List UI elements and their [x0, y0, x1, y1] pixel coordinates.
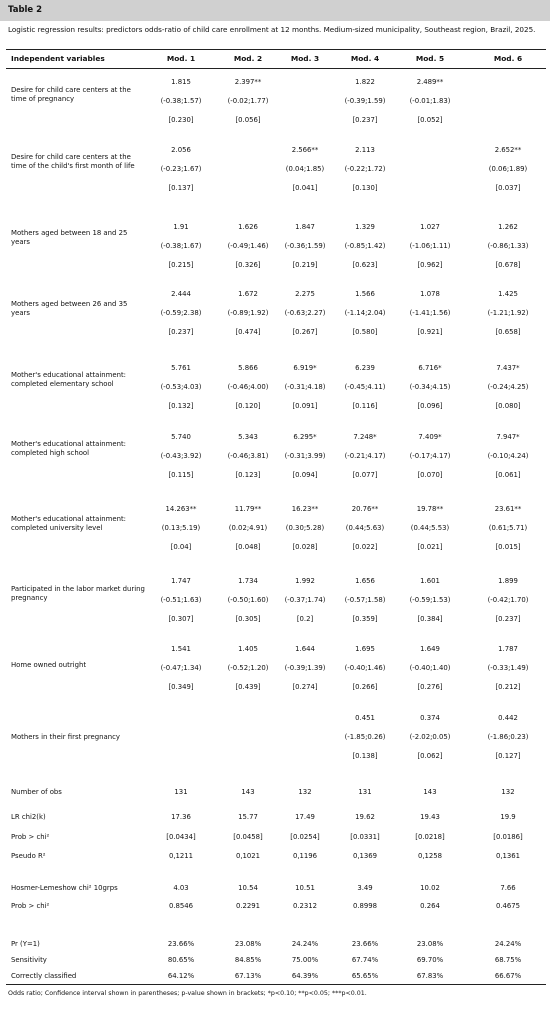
- stat-label: Sensitivity: [11, 956, 47, 964]
- odds-ratio-value: 5.740: [171, 433, 191, 441]
- stat-value: 66.67%: [494, 972, 522, 980]
- p-value: [0.349]: [168, 683, 194, 691]
- stat-value: 23.66%: [167, 940, 195, 948]
- confidence-interval: (-0.85;1.42): [344, 242, 386, 250]
- odds-ratio-value: 1.405: [238, 645, 258, 653]
- stat-value: 143: [423, 788, 437, 796]
- stat-value: 0.8998: [352, 902, 378, 910]
- stat-value: 19.9: [500, 813, 516, 821]
- stat-label: LR chi2(k): [11, 813, 46, 821]
- confidence-interval: (-0.31;4.18): [284, 383, 326, 391]
- stat-value: [0.0254]: [290, 833, 320, 841]
- stat-value: 0.2312: [292, 902, 318, 910]
- variable-label: Mother's educational attainment: completed university level: [11, 515, 126, 532]
- confidence-interval: (-0.33;1.49): [487, 664, 529, 672]
- confidence-interval: (-0.39;1.59): [344, 97, 386, 105]
- odds-ratio-value: 19.78**: [416, 505, 444, 513]
- stat-value: 23.66%: [351, 940, 379, 948]
- odds-ratio-value: 5.761: [171, 364, 191, 372]
- confidence-interval: (0.13;5.19): [161, 524, 201, 532]
- stat-value: 143: [241, 788, 255, 796]
- p-value: [0.015]: [495, 543, 521, 551]
- p-value: [0.120]: [235, 402, 261, 410]
- confidence-interval: (0.61;5.71): [488, 524, 528, 532]
- confidence-interval: (-0.59;2.38): [160, 309, 202, 317]
- stat-value: 0.264: [420, 902, 440, 910]
- confidence-interval: (-1.21;1.92): [487, 309, 529, 317]
- stat-value: 65.65%: [351, 972, 379, 980]
- stat-label: Pr (Y=1): [11, 940, 40, 948]
- confidence-interval: (-0.52;1.20): [227, 664, 269, 672]
- odds-ratio-value: 6.239: [355, 364, 375, 372]
- stat-value: [0.0331]: [350, 833, 380, 841]
- odds-ratio-value: 1.027: [420, 223, 440, 231]
- confidence-interval: (-0.24;4.25): [487, 383, 529, 391]
- odds-ratio-value: 6.716*: [418, 364, 442, 372]
- confidence-interval: (-0.36;1.59): [284, 242, 326, 250]
- odds-ratio-value: 1.078: [420, 290, 440, 298]
- model-header: Mod. 1: [166, 54, 196, 63]
- odds-ratio-value: 1.815: [171, 78, 191, 86]
- p-value: [0.384]: [417, 615, 443, 623]
- odds-ratio-value: 2.113: [355, 146, 375, 154]
- stat-value: 0,1021: [235, 852, 261, 860]
- odds-ratio-value: 1.601: [420, 577, 440, 585]
- stat-value: 0.4675: [495, 902, 521, 910]
- stat-value: 0,1369: [352, 852, 378, 860]
- p-value: [0.096]: [417, 402, 443, 410]
- stat-label: Pseudo R²: [11, 852, 46, 860]
- stat-value: 64.39%: [291, 972, 319, 980]
- odds-ratio-value: 6.295*: [293, 433, 317, 441]
- odds-ratio-value: 1.541: [171, 645, 191, 653]
- p-value: [0.137]: [168, 184, 194, 192]
- independent-variables-header: Independent variables: [11, 54, 105, 63]
- p-value: [0.266]: [352, 683, 378, 691]
- table-caption: Logistic regression results: predictors odds-ratio of child care enrollment at 12 months. Medium-sized municipality, Southeast region, Brazil, 2025.: [8, 25, 536, 34]
- confidence-interval: (-1.14;2.04): [344, 309, 386, 317]
- table-footnote: Odds ratio; Confidence interval shown in parentheses; p-value shown in brackets; *p<0.10; **p<0.05; ***p<0.01.: [8, 990, 367, 997]
- confidence-interval: (-0.38;1.67): [160, 242, 202, 250]
- p-value: [0.237]: [495, 615, 521, 623]
- confidence-interval: (-0.53;4.03): [160, 383, 202, 391]
- stat-value: 64.12%: [167, 972, 195, 980]
- confidence-interval: (-0.10;4.24): [487, 452, 529, 460]
- stat-label: Correctly classified: [11, 972, 77, 980]
- odds-ratio-value: 1.695: [355, 645, 375, 653]
- odds-ratio-value: 0.374: [420, 714, 440, 722]
- p-value: [0.658]: [495, 328, 521, 336]
- confidence-interval: (-0.50;1.60): [227, 596, 269, 604]
- variable-label: Mothers in their first pregnancy: [11, 733, 120, 741]
- p-value: [0.056]: [235, 116, 261, 124]
- p-value: [0.230]: [168, 116, 194, 124]
- stat-value: 10.54: [238, 884, 258, 892]
- p-value: [0.267]: [292, 328, 318, 336]
- p-value: [0.077]: [352, 471, 378, 479]
- p-value: [0.474]: [235, 328, 261, 336]
- odds-ratio-value: 2.489**: [416, 78, 444, 86]
- header-rule: [6, 68, 546, 69]
- confidence-interval: (-0.43;3.92): [160, 452, 202, 460]
- odds-ratio-value: 14.263**: [165, 505, 197, 513]
- odds-ratio-value: 20.76**: [351, 505, 379, 513]
- p-value: [0.048]: [235, 543, 261, 551]
- stat-value: 7.66: [500, 884, 516, 892]
- odds-ratio-value: 1.822: [355, 78, 375, 86]
- p-value: [0.580]: [352, 328, 378, 336]
- odds-ratio-value: 5.343: [238, 433, 258, 441]
- stat-value: 67.83%: [416, 972, 444, 980]
- table-title-bar: [0, 0, 550, 21]
- p-value: [0.274]: [292, 683, 318, 691]
- odds-ratio-value: 5.866: [238, 364, 258, 372]
- stat-value: 23.08%: [416, 940, 444, 948]
- stat-value: 15.77: [238, 813, 258, 821]
- p-value: [0.276]: [417, 683, 443, 691]
- stat-value: [0.0218]: [415, 833, 445, 841]
- odds-ratio-value: 2.444: [171, 290, 191, 298]
- odds-ratio-value: 16.23**: [291, 505, 319, 513]
- top-rule: [6, 49, 546, 50]
- odds-ratio-value: 11.79**: [234, 505, 262, 513]
- confidence-interval: (-0.34;4.15): [409, 383, 451, 391]
- p-value: [0.04]: [170, 543, 192, 551]
- odds-ratio-value: 1.656: [355, 577, 375, 585]
- confidence-interval: (-0.01;1.83): [409, 97, 451, 105]
- p-value: [0.062]: [417, 752, 443, 760]
- model-header: Mod. 4: [350, 54, 380, 63]
- stat-value: 0.2291: [235, 902, 261, 910]
- confidence-interval: (-0.59;1.53): [409, 596, 451, 604]
- confidence-interval: (0.44;5.53): [410, 524, 450, 532]
- stat-value: 75.00%: [291, 956, 319, 964]
- stat-value: 132: [501, 788, 515, 796]
- odds-ratio-value: 2.275: [295, 290, 315, 298]
- stat-value: 0,1211: [168, 852, 194, 860]
- model-header: Mod. 5: [415, 54, 445, 63]
- p-value: [0.123]: [235, 471, 261, 479]
- stat-label: Prob > chi²: [11, 833, 50, 841]
- odds-ratio-value: 1.262: [498, 223, 518, 231]
- confidence-interval: (-0.38;1.57): [160, 97, 202, 105]
- confidence-interval: (-0.89;1.92): [227, 309, 269, 317]
- stat-value: 67.74%: [351, 956, 379, 964]
- odds-ratio-value: 2.397**: [234, 78, 262, 86]
- stat-value: 0,1361: [495, 852, 521, 860]
- p-value: [0.037]: [495, 184, 521, 192]
- p-value: [0.116]: [352, 402, 378, 410]
- confidence-interval: (-1.41;1.56): [409, 309, 451, 317]
- confidence-interval: (-1.06;1.11): [409, 242, 451, 250]
- confidence-interval: (-0.21;4.17): [344, 452, 386, 460]
- odds-ratio-value: 0.451: [355, 714, 375, 722]
- confidence-interval: (-0.40;1.40): [409, 664, 451, 672]
- odds-ratio-value: 1.847: [295, 223, 315, 231]
- variable-label: Participated in the labor market during pregnancy: [11, 585, 145, 602]
- confidence-interval: (-0.22;1.72): [344, 165, 386, 173]
- odds-ratio-value: 1.425: [498, 290, 518, 298]
- confidence-interval: (-0.17;4.17): [409, 452, 451, 460]
- stat-value: 0,1258: [417, 852, 443, 860]
- confidence-interval: (-0.40;1.46): [344, 664, 386, 672]
- confidence-interval: (-0.49;1.46): [227, 242, 269, 250]
- odds-ratio-value: 1.747: [171, 577, 191, 585]
- confidence-interval: (-0.31;3.99): [284, 452, 326, 460]
- stat-value: [0.0434]: [166, 833, 196, 841]
- p-value: [0.021]: [417, 543, 443, 551]
- stat-value: 131: [358, 788, 372, 796]
- stat-label: Hosmer-Lemeshow chi² 10grps: [11, 884, 118, 892]
- confidence-interval: (-0.39;1.39): [284, 664, 326, 672]
- bottom-rule: [6, 984, 546, 985]
- variable-label: Mothers aged between 26 and 35 years: [11, 300, 128, 317]
- stat-value: 80.65%: [167, 956, 195, 964]
- p-value: [0.623]: [352, 261, 378, 269]
- confidence-interval: (-0.23;1.67): [160, 165, 202, 173]
- stat-value: 0,1196: [292, 852, 318, 860]
- confidence-interval: (-0.46;3.81): [227, 452, 269, 460]
- p-value: [0.2]: [296, 615, 314, 623]
- stat-value: 132: [298, 788, 312, 796]
- odds-ratio-value: 1.672: [238, 290, 258, 298]
- stat-label: Prob > chi²: [11, 902, 50, 910]
- p-value: [0.921]: [417, 328, 443, 336]
- p-value: [0.022]: [352, 543, 378, 551]
- odds-ratio-value: 1.644: [295, 645, 315, 653]
- confidence-interval: (-0.45;4.11): [344, 383, 386, 391]
- p-value: [0.215]: [168, 261, 194, 269]
- confidence-interval: (-0.37;1.74): [284, 596, 326, 604]
- confidence-interval: (-2.02;0.05): [409, 733, 451, 741]
- stat-value: 131: [174, 788, 188, 796]
- stat-value: 10.02: [420, 884, 440, 892]
- p-value: [0.132]: [168, 402, 194, 410]
- odds-ratio-value: 7.248*: [353, 433, 377, 441]
- p-value: [0.326]: [235, 261, 261, 269]
- stat-value: 17.36: [171, 813, 191, 821]
- p-value: [0.052]: [417, 116, 443, 124]
- stat-label: Number of obs: [11, 788, 62, 796]
- p-value: [0.305]: [235, 615, 261, 623]
- stat-value: 68.75%: [494, 956, 522, 964]
- odds-ratio-value: 7.437*: [496, 364, 520, 372]
- confidence-interval: (-1.85;0.26): [344, 733, 386, 741]
- stat-value: [0.0458]: [233, 833, 263, 841]
- p-value: [0.962]: [417, 261, 443, 269]
- p-value: [0.127]: [495, 752, 521, 760]
- confidence-interval: (0.06;1.89): [488, 165, 528, 173]
- variable-label: Desire for child care centers at the time of pregnancy: [11, 86, 131, 103]
- p-value: [0.678]: [495, 261, 521, 269]
- p-value: [0.138]: [352, 752, 378, 760]
- stat-value: 69.70%: [416, 956, 444, 964]
- p-value: [0.307]: [168, 615, 194, 623]
- stat-value: 24.24%: [291, 940, 319, 948]
- model-header: Mod. 2: [233, 54, 263, 63]
- p-value: [0.028]: [292, 543, 318, 551]
- stat-value: 10.51: [295, 884, 315, 892]
- model-header: Mod. 6: [493, 54, 523, 63]
- odds-ratio-value: 1.329: [355, 223, 375, 231]
- confidence-interval: (-0.02;1.77): [227, 97, 269, 105]
- p-value: [0.212]: [495, 683, 521, 691]
- odds-ratio-value: 1.787: [498, 645, 518, 653]
- odds-ratio-value: 23.61**: [494, 505, 522, 513]
- p-value: [0.070]: [417, 471, 443, 479]
- confidence-interval: (-0.63;2.27): [284, 309, 326, 317]
- odds-ratio-value: 7.409*: [418, 433, 442, 441]
- variable-label: Mothers aged between 18 and 25 years: [11, 229, 128, 246]
- confidence-interval: (0.44;5.63): [345, 524, 385, 532]
- stat-value: 24.24%: [494, 940, 522, 948]
- stat-value: 23.08%: [234, 940, 262, 948]
- stat-value: 84.85%: [234, 956, 262, 964]
- p-value: [0.091]: [292, 402, 318, 410]
- confidence-interval: (-0.86;1.33): [487, 242, 529, 250]
- variable-label: Desire for child care centers at the time of the child's first month of life: [11, 153, 135, 170]
- odds-ratio-value: 2.652**: [494, 146, 522, 154]
- odds-ratio-value: 1.91: [173, 223, 189, 231]
- confidence-interval: (-0.46;4.00): [227, 383, 269, 391]
- stat-value: [0.0186]: [493, 833, 523, 841]
- p-value: [0.061]: [495, 471, 521, 479]
- odds-ratio-value: 6.919*: [293, 364, 317, 372]
- stat-value: 17.49: [295, 813, 315, 821]
- odds-ratio-value: 2.566**: [291, 146, 319, 154]
- odds-ratio-value: 1.734: [238, 577, 258, 585]
- p-value: [0.219]: [292, 261, 318, 269]
- p-value: [0.080]: [495, 402, 521, 410]
- stat-value: 4.03: [173, 884, 189, 892]
- odds-ratio-value: 7.947*: [496, 433, 520, 441]
- variable-label: Home owned outright: [11, 661, 87, 669]
- p-value: [0.439]: [235, 683, 261, 691]
- variable-label: Mother's educational attainment: completed high school: [11, 440, 126, 457]
- confidence-interval: (0.04;1.85): [285, 165, 325, 173]
- confidence-interval: (-0.47;1.34): [160, 664, 202, 672]
- confidence-interval: (0.02;4.91): [228, 524, 268, 532]
- stat-value: 0.8546: [168, 902, 194, 910]
- confidence-interval: (0.30;5.28): [285, 524, 325, 532]
- confidence-interval: (-1.86;0.23): [487, 733, 529, 741]
- variable-label: Mother's educational attainment: completed elementary school: [11, 371, 126, 388]
- p-value: [0.237]: [168, 328, 194, 336]
- odds-ratio-value: 1.899: [498, 577, 518, 585]
- model-header: Mod. 3: [290, 54, 320, 63]
- p-value: [0.041]: [292, 184, 318, 192]
- p-value: [0.115]: [168, 471, 194, 479]
- odds-ratio-value: 1.649: [420, 645, 440, 653]
- odds-ratio-value: 1.626: [238, 223, 258, 231]
- odds-ratio-value: 0.442: [498, 714, 518, 722]
- p-value: [0.094]: [292, 471, 318, 479]
- confidence-interval: (-0.51;1.63): [160, 596, 202, 604]
- stat-value: 19.43: [420, 813, 440, 821]
- p-value: [0.130]: [352, 184, 378, 192]
- confidence-interval: (-0.42;1.70): [487, 596, 529, 604]
- stat-value: 3.49: [357, 884, 373, 892]
- p-value: [0.237]: [352, 116, 378, 124]
- table-label: Table 2: [8, 5, 43, 15]
- odds-ratio-value: 1.566: [355, 290, 375, 298]
- confidence-interval: (-0.57;1.58): [344, 596, 386, 604]
- odds-ratio-value: 1.992: [295, 577, 315, 585]
- stat-value: 67.13%: [234, 972, 262, 980]
- odds-ratio-value: 2.056: [171, 146, 191, 154]
- stat-value: 19.62: [355, 813, 375, 821]
- p-value: [0.359]: [352, 615, 378, 623]
